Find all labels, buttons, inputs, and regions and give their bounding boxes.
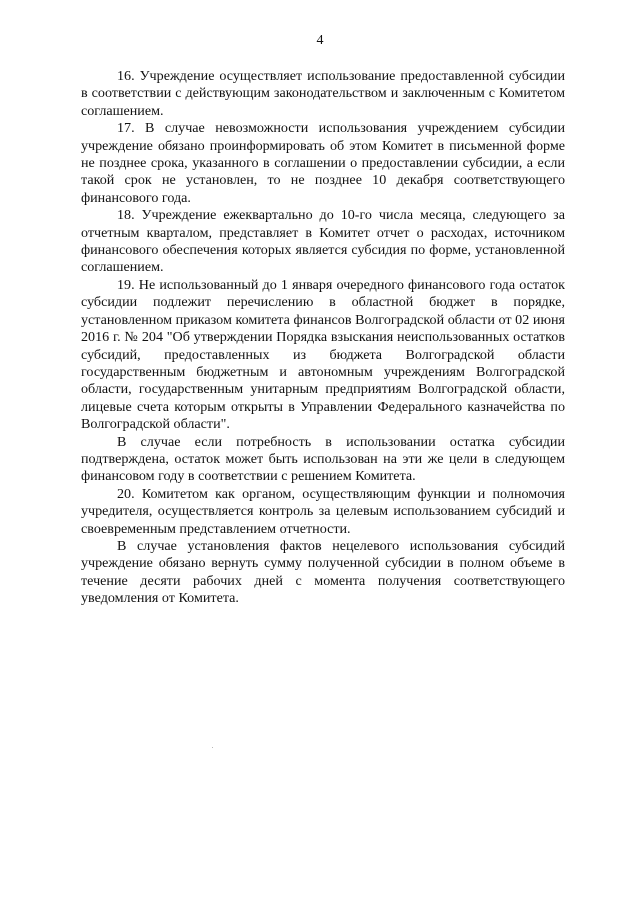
paragraph-19: 19. Не использованный до 1 января очередного финансового года остаток субсидии подлежит перечислению в областной бюджет в порядке, установленном приказом комитета финансов Волгоградской области от 02 июня 2016 г. № 204 "Об утверждении Порядка взыскания неиспользованных остатков субсидий, предоставленных из бюджета Волгоградской области государственным бюджетным и автономным учреждениям Волгоградской области, государственным унитарным предприятиям Волгоградской области, лицевые счета которым открыты в Управлении Федерального казначейства по Волгоградской области". <box>81 276 565 433</box>
paragraph-20-continuation: В случае установления фактов нецелевого использования субсидий учреждение обязано вернуть сумму полученной субсидии в полном объеме в течение десяти рабочих дней с момента получения соответствующего уведомления от Комитета. <box>81 537 565 607</box>
scan-speck <box>212 747 213 748</box>
document-body <box>81 68 565 608</box>
paragraph-16: 16. Учреждение осуществляет использование предоставленной субсидии в соответствии с действующим законодательством и заключенным с Комитетом соглашением. <box>81 68 565 119</box>
page-number: 4 <box>316 33 324 48</box>
paragraph-20: 20. Комитетом как органом, осуществляющим функции и полномочия учредителя, осуществляется контроль за целевым использованием субсидий и своевременным представлением отчетности. <box>81 485 565 537</box>
paragraph-19-continuation: В случае если потребность в использовании остатка субсидии подтверждена, остаток может быть использован на эти же цели в следующем финансовом году в соответствии с решением Комитета. <box>81 433 565 485</box>
paragraph-18: 18. Учреждение ежеквартально до 10-го числа месяца, следующего за отчетным кварталом, представляет в Комитет отчет о расходах, источником финансового обеспечения которых является субсидия по форме, установленной соглашением. <box>81 207 565 276</box>
paragraph-17: 17. В случае невозможности использования учреждением субсидии учреждение обязано проинформировать об этом Комитет в письменной форме не позднее срока, указанного в соглашении о предоставлении субсидии, а если такой срок не установлен, то не позднее 10 декабря соответствующего финансового года. <box>81 120 565 206</box>
